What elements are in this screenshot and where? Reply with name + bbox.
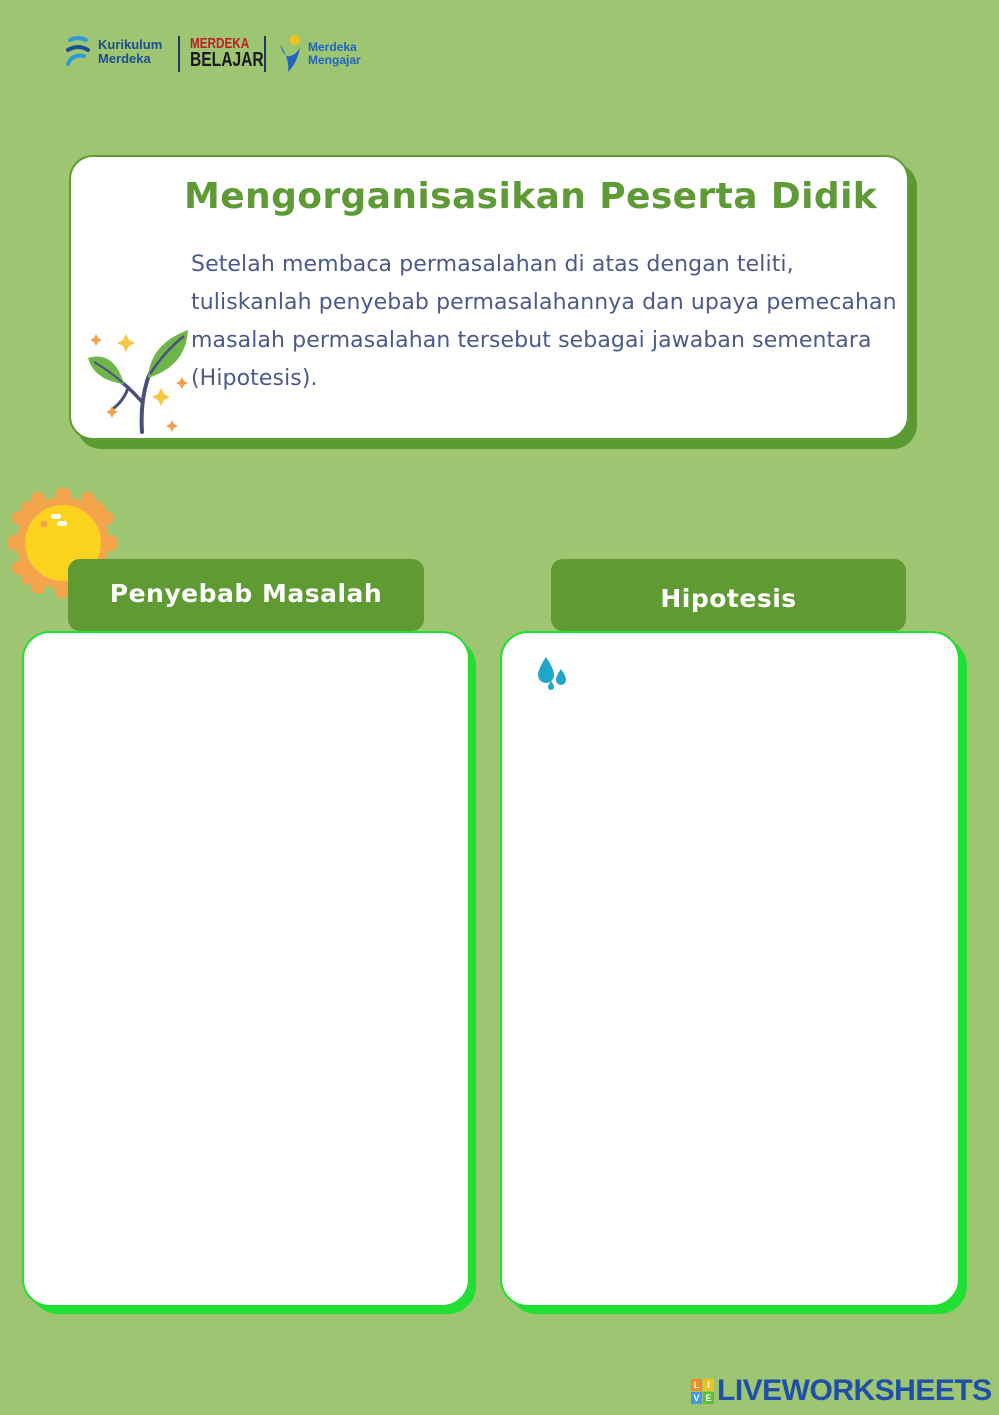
logo-bar	[64, 32, 374, 76]
kurikulum-text: Kurikulum	[98, 37, 163, 52]
instruction-text: Setelah membaca permasalahan di atas dengan teliti, tuliskanlah penyebab permasalahannya dan upaya pemecahan masalah permasalahan tersebut sebagai jawaban sementara (Hipotesis).	[191, 252, 897, 391]
badge-letter: E	[703, 1392, 714, 1404]
liveworksheets-badge	[691, 1379, 714, 1404]
page-title: Mengorganisasikan Peserta Didik	[184, 176, 878, 217]
header-hipotesis	[551, 559, 906, 631]
merdeka-mengajar-icon	[276, 34, 304, 74]
liveworksheets-logo	[691, 1374, 992, 1408]
kurikulum-merdeka-icon	[64, 34, 92, 70]
merdeka-mengajar-logo	[276, 34, 361, 74]
header-hipotesis-label: Hipotesis	[660, 584, 797, 613]
merdeka-belajar-line1: MERDEKA	[190, 35, 250, 52]
badge-letter: V	[691, 1392, 702, 1404]
logo-divider	[264, 36, 266, 72]
merdeka-text: Merdeka	[98, 51, 151, 66]
merdeka-belajar-line2: BELAJAR	[190, 49, 264, 71]
merdeka-belajar-logo	[190, 35, 284, 69]
merdeka-mengajar-line2: Mengajar	[308, 53, 361, 67]
kurikulum-merdeka-logo	[64, 34, 162, 70]
penyebab-answer-input[interactable]	[24, 633, 468, 1305]
badge-letter: L	[691, 1379, 702, 1391]
water-drops-icon	[535, 655, 569, 693]
hipotesis-answer-box[interactable]	[500, 631, 960, 1307]
header-penyebab-masalah	[68, 559, 424, 631]
penyebab-answer-box[interactable]	[22, 631, 470, 1307]
hipotesis-answer-input[interactable]	[502, 633, 958, 1305]
merdeka-mengajar-line1: Merdeka	[308, 40, 357, 54]
badge-letter: I	[703, 1379, 714, 1391]
header-penyebab-masalah-label: Penyebab Masalah	[109, 579, 383, 608]
logo-divider	[178, 36, 180, 72]
plant-sprout-icon	[84, 322, 196, 434]
liveworksheets-brand: LIVEWORKSHEETS	[717, 1374, 992, 1407]
